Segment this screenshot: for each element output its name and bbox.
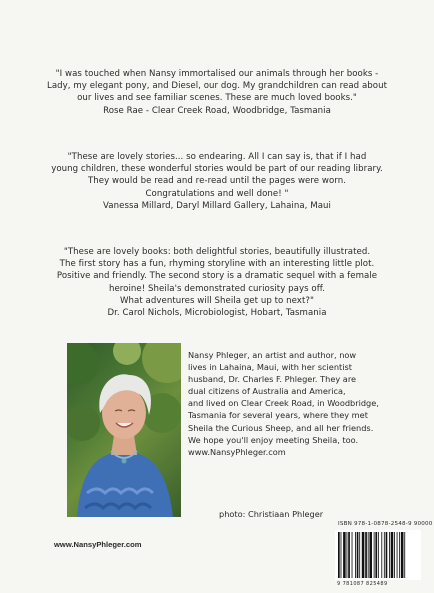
testimonial-line: They would be read and re-read until the pages were worn. <box>87 176 347 187</box>
testimonial-carol-nichols <box>40 246 394 319</box>
barcode-bar <box>348 532 350 578</box>
isbn-number: ISBN 978-1-0878-2548-9 <box>338 521 412 527</box>
barcode-bar <box>362 532 365 578</box>
barcode-bars <box>335 530 421 580</box>
isbn-price-code: 90000 <box>413 521 433 527</box>
barcode-bar <box>374 532 375 578</box>
testimonial-rose-rae <box>40 68 394 117</box>
barcode-bar <box>381 532 382 578</box>
barcode-bar <box>359 532 360 578</box>
barcode-bar <box>386 532 388 578</box>
barcode-bar <box>394 532 395 578</box>
bio-line: Tasmania for several years, where they met <box>188 410 368 421</box>
testimonial-line: young children, these wonderful stories would be part of our reading library. <box>51 164 383 175</box>
barcode-bar <box>347 532 348 578</box>
testimonial-line: Lady, my elegant pony, and Diesel, our dog. My grandchildren can read about <box>47 81 387 92</box>
testimonial-line: "These are lovely stories... so endearing. All I can say is, that if I had <box>67 152 367 162</box>
testimonial-line: "I was touched when Nansy immortalised our animals through her books - <box>55 69 379 79</box>
testimonial-line: "These are lovely books: both delightful stories, beautifully illustrated. <box>63 247 371 257</box>
testimonial-line: What adventures will Sheila get up to next?" <box>120 295 314 306</box>
testimonial-attribution: Vanessa Millard, Daryl Millard Gallery, Lahaina, Maui <box>103 200 331 211</box>
barcode-bar <box>397 532 398 578</box>
barcode-bar <box>341 532 342 578</box>
barcode-bar <box>369 532 372 578</box>
barcode-bar <box>399 532 400 578</box>
barcode-bar <box>404 532 405 578</box>
bio-line: husband, Dr. Charles F. Phleger. They are <box>188 374 357 385</box>
barcode-bar <box>378 532 379 578</box>
barcode-bar <box>375 532 377 578</box>
barcode-bar <box>357 532 359 578</box>
testimonial-attribution: Rose Rae - Clear Creek Road, Woodbridge, Tasmania <box>103 105 331 116</box>
testimonial-line: The first story has a fun, rhyming storyline with an interesting little plot. <box>59 259 375 270</box>
author-bio <box>188 349 403 458</box>
barcode-bar <box>355 532 356 578</box>
barcode-bar <box>338 532 340 578</box>
bio-website[interactable]: www.NansyPhleger.com <box>188 446 286 457</box>
testimonial-line: Congratulations and well done! " <box>145 188 289 199</box>
bio-line: dual citizens of Australia and America, <box>188 386 346 397</box>
barcode-bar <box>368 532 369 578</box>
barcode <box>335 530 421 580</box>
testimonial-attribution: Dr. Carol Nichols, Microbiologist, Hobart, Tasmania <box>107 308 327 319</box>
testimonial-line: heroine! Sheila's demonstrated curiosity pays off. <box>108 283 326 294</box>
testimonial-vanessa-millard <box>40 151 394 212</box>
bio-line: We hope you'll enjoy meeting Sheila, too. <box>188 434 359 445</box>
barcode-bar <box>384 532 385 578</box>
footer-website-link[interactable]: www.NansyPhleger.com <box>54 540 142 549</box>
bio-line: lives in Lahaina, Maui, with her scientist <box>188 362 352 373</box>
barcode-bar <box>365 532 367 578</box>
barcode-bar <box>401 532 404 578</box>
isbn-label <box>338 521 433 527</box>
barcode-number: 9 781087 825489 <box>337 581 388 587</box>
photo-credit: photo: Christiaan Phleger <box>219 509 324 519</box>
author-photo <box>67 343 181 517</box>
bio-line: Nansy Phleger, an artist and author, now <box>188 350 357 360</box>
barcode-bar <box>389 532 390 578</box>
barcode-bar <box>391 532 394 578</box>
testimonial-line: Positive and friendly. The second story is a dramatic sequel with a female <box>56 271 378 282</box>
testimonial-line: our lives and see familiar scenes. These are much loved books." <box>77 93 357 104</box>
bio-line: Sheila the Curious Sheep, and all her friends. <box>188 422 374 433</box>
barcode-bar <box>352 532 353 578</box>
bio-line: and lived on Clear Creek Road, in Woodbridge, <box>188 398 379 409</box>
barcode-bar <box>343 532 346 578</box>
